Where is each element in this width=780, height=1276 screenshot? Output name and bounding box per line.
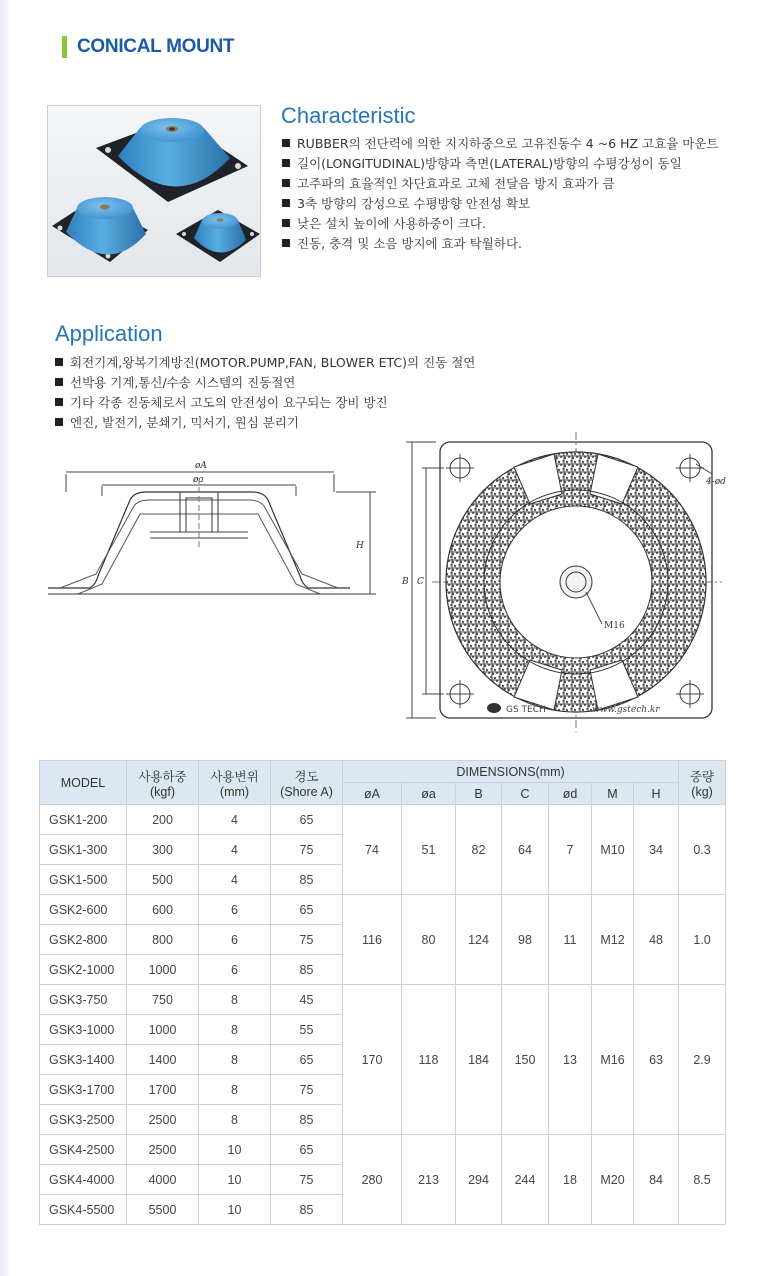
cell-da: 80 <box>402 895 456 985</box>
table-row <box>40 805 726 835</box>
cell-b: 184 <box>456 985 502 1135</box>
cell-load: 1000 <box>127 1015 199 1045</box>
cell-model: GSK3-1700 <box>40 1075 127 1105</box>
cell-h: 84 <box>634 1135 679 1225</box>
cell-d: 18 <box>549 1135 592 1225</box>
cell-weight: 0.3 <box>679 805 726 895</box>
cell-c: 98 <box>502 895 549 985</box>
cell-model: GSK1-300 <box>40 835 127 865</box>
cell-load: 1000 <box>127 955 199 985</box>
cell-load: 2500 <box>127 1105 199 1135</box>
characteristic-list <box>282 133 718 253</box>
cell-da: 280 <box>343 1135 402 1225</box>
cell-deflection: 4 <box>199 865 271 895</box>
cell-load: 4000 <box>127 1165 199 1195</box>
cell-da: 116 <box>343 895 402 985</box>
col-header-hardness: 경도 (Shore A) <box>271 761 343 805</box>
cell-deflection: 4 <box>199 835 271 865</box>
cell-model: GSK2-800 <box>40 925 127 955</box>
cell-deflection: 8 <box>199 985 271 1015</box>
product-photo <box>47 105 261 277</box>
cell-da: 74 <box>343 805 402 895</box>
list-item: 3축 방향의 강성으로 수평방향 안전성 확보 <box>282 193 718 213</box>
cell-load: 2500 <box>127 1135 199 1165</box>
cell-deflection: 8 <box>199 1045 271 1075</box>
cell-hardness: 75 <box>271 835 343 865</box>
cell-d: 11 <box>549 895 592 985</box>
list-item: 낮은 설치 높이에 사용하중이 크다. <box>282 213 718 233</box>
cell-load: 1400 <box>127 1045 199 1075</box>
dim-label-C: C <box>417 577 424 587</box>
page-title <box>62 35 234 59</box>
cell-b: 294 <box>456 1135 502 1225</box>
cell-model: GSK1-500 <box>40 865 127 895</box>
bullet-square-icon <box>282 239 290 247</box>
cell-deflection: 10 <box>199 1165 271 1195</box>
cell-deflection: 6 <box>199 895 271 925</box>
col-header-dA: øA <box>343 783 402 805</box>
cell-deflection: 6 <box>199 955 271 985</box>
list-item: 기타 각종 진동체로서 고도의 안전성이 요구되는 장비 방진 <box>55 392 475 412</box>
cell-load: 1700 <box>127 1075 199 1105</box>
cell-da: 51 <box>402 805 456 895</box>
list-item: 엔진, 발전기, 분쇄기, 믹서기, 원심 분리기 <box>55 412 475 432</box>
list-item: 고주파의 효율적인 차단효과로 고체 전달음 방지 효과가 큼 <box>282 173 718 193</box>
cell-hardness: 85 <box>271 1105 343 1135</box>
application-heading: Application <box>55 321 163 346</box>
cell-model: GSK2-1000 <box>40 955 127 985</box>
dim-label-H: H <box>356 541 364 551</box>
cell-deflection: 10 <box>199 1195 271 1225</box>
characteristic-heading: Characteristic <box>281 103 416 128</box>
cell-weight: 2.9 <box>679 985 726 1135</box>
col-header-load: 사용하중 (kgf) <box>127 761 199 805</box>
bullet-square-icon <box>55 358 63 366</box>
cell-load: 500 <box>127 865 199 895</box>
bullet-square-icon <box>282 179 290 187</box>
cell-model: GSK4-5500 <box>40 1195 127 1225</box>
bullet-square-icon <box>55 378 63 386</box>
list-item: 길이(LONGITUDINAL)방향과 측면(LATERAL)방향의 수평강성이 동일 <box>282 153 718 173</box>
product-illustration <box>48 106 261 277</box>
cell-hardness: 65 <box>271 805 343 835</box>
title-accent-bar <box>62 36 67 58</box>
col-header-da: øa <box>402 783 456 805</box>
bullet-square-icon <box>55 418 63 426</box>
cell-hardness: 45 <box>271 985 343 1015</box>
cell-d: 13 <box>549 985 592 1135</box>
application-list <box>55 352 475 432</box>
table-row <box>40 985 726 1015</box>
cell-deflection: 8 <box>199 1075 271 1105</box>
cell-hardness: 85 <box>271 955 343 985</box>
table-row <box>40 1135 726 1165</box>
spec-table <box>39 760 726 1225</box>
brand-label: GS TECH <box>506 705 546 715</box>
list-item: 회전기계,왕복기계방진(MOTOR.PUMP,FAN, BLOWER ETC)의 진동 절연 <box>55 352 475 372</box>
cell-model: GSK4-4000 <box>40 1165 127 1195</box>
cell-model: GSK3-2500 <box>40 1105 127 1135</box>
cell-hardness: 85 <box>271 865 343 895</box>
cell-model: GSK3-750 <box>40 985 127 1015</box>
col-header-deflection: 사용변위 (mm) <box>199 761 271 805</box>
dim-label-B: B <box>402 577 409 587</box>
bullet-square-icon <box>282 139 290 147</box>
col-header-d: ød <box>549 783 592 805</box>
cell-da: 213 <box>402 1135 456 1225</box>
cell-h: 63 <box>634 985 679 1135</box>
cell-model: GSK3-1000 <box>40 1015 127 1045</box>
url-label: www.gstech.kr <box>592 705 660 715</box>
cell-hardness: 85 <box>271 1195 343 1225</box>
cell-c: 244 <box>502 1135 549 1225</box>
cell-h: 48 <box>634 895 679 985</box>
list-item: 진동, 충격 및 소음 방지에 효과 탁월하다. <box>282 233 718 253</box>
cell-deflection: 4 <box>199 805 271 835</box>
cell-deflection: 8 <box>199 1105 271 1135</box>
cell-hardness: 75 <box>271 925 343 955</box>
hole-label: 4-ød <box>706 477 726 487</box>
page-edge-shade <box>0 0 12 1276</box>
side-section-drawing <box>40 448 380 608</box>
dim-label-da: øa <box>193 475 204 485</box>
bullet-square-icon <box>282 199 290 207</box>
list-item: RUBBER의 전단력에 의한 지지하중으로 고유진동수 4 ~6 HZ 고효율 마운트 <box>282 133 718 153</box>
cell-deflection: 8 <box>199 1015 271 1045</box>
cell-load: 600 <box>127 895 199 925</box>
top-view-drawing <box>396 432 726 732</box>
cell-hardness: 65 <box>271 1135 343 1165</box>
cell-hardness: 75 <box>271 1165 343 1195</box>
cell-load: 750 <box>127 985 199 1015</box>
col-header-B: B <box>456 783 502 805</box>
cell-c: 64 <box>502 805 549 895</box>
small-mount <box>176 210 260 262</box>
cell-weight: 1.0 <box>679 895 726 985</box>
cell-deflection: 6 <box>199 925 271 955</box>
bullet-square-icon <box>282 159 290 167</box>
col-header-dimensions: DIMENSIONS(mm) <box>343 761 679 783</box>
cell-m: M16 <box>592 985 634 1135</box>
cell-load: 800 <box>127 925 199 955</box>
dim-label-dA: øA <box>195 461 207 471</box>
cell-model: GSK2-600 <box>40 895 127 925</box>
spec-table-body <box>40 805 726 1225</box>
col-header-weight: 중량 (kg) <box>679 761 726 805</box>
cell-hardness: 65 <box>271 895 343 925</box>
cell-hardness: 75 <box>271 1075 343 1105</box>
page-title-text: CONICAL MOUNT <box>77 36 235 57</box>
cell-weight: 8.5 <box>679 1135 726 1225</box>
cell-da: 170 <box>343 985 402 1135</box>
cell-model: GSK4-2500 <box>40 1135 127 1165</box>
table-row <box>40 895 726 925</box>
cell-hardness: 65 <box>271 1045 343 1075</box>
cell-m: M12 <box>592 895 634 985</box>
cell-model: GSK1-200 <box>40 805 127 835</box>
col-header-M: M <box>592 783 634 805</box>
thread-label: M16 <box>604 621 625 631</box>
cell-m: M20 <box>592 1135 634 1225</box>
list-item: 선박용 기계,통신/수송 시스템의 진동절연 <box>55 372 475 392</box>
cell-d: 7 <box>549 805 592 895</box>
cell-model: GSK3-1400 <box>40 1045 127 1075</box>
cell-load: 200 <box>127 805 199 835</box>
large-mount <box>96 118 248 202</box>
cell-h: 34 <box>634 805 679 895</box>
cell-deflection: 10 <box>199 1135 271 1165</box>
cell-hardness: 55 <box>271 1015 343 1045</box>
brand-logo-icon <box>487 703 501 713</box>
col-header-H: H <box>634 783 679 805</box>
cell-m: M10 <box>592 805 634 895</box>
bullet-square-icon <box>282 219 290 227</box>
cell-c: 150 <box>502 985 549 1135</box>
cell-da: 118 <box>402 985 456 1135</box>
col-header-model: MODEL <box>40 761 127 805</box>
cell-load: 300 <box>127 835 199 865</box>
bullet-square-icon <box>55 398 63 406</box>
cell-b: 124 <box>456 895 502 985</box>
cell-load: 5500 <box>127 1195 199 1225</box>
col-header-C: C <box>502 783 549 805</box>
cell-b: 82 <box>456 805 502 895</box>
medium-mount <box>52 197 148 262</box>
